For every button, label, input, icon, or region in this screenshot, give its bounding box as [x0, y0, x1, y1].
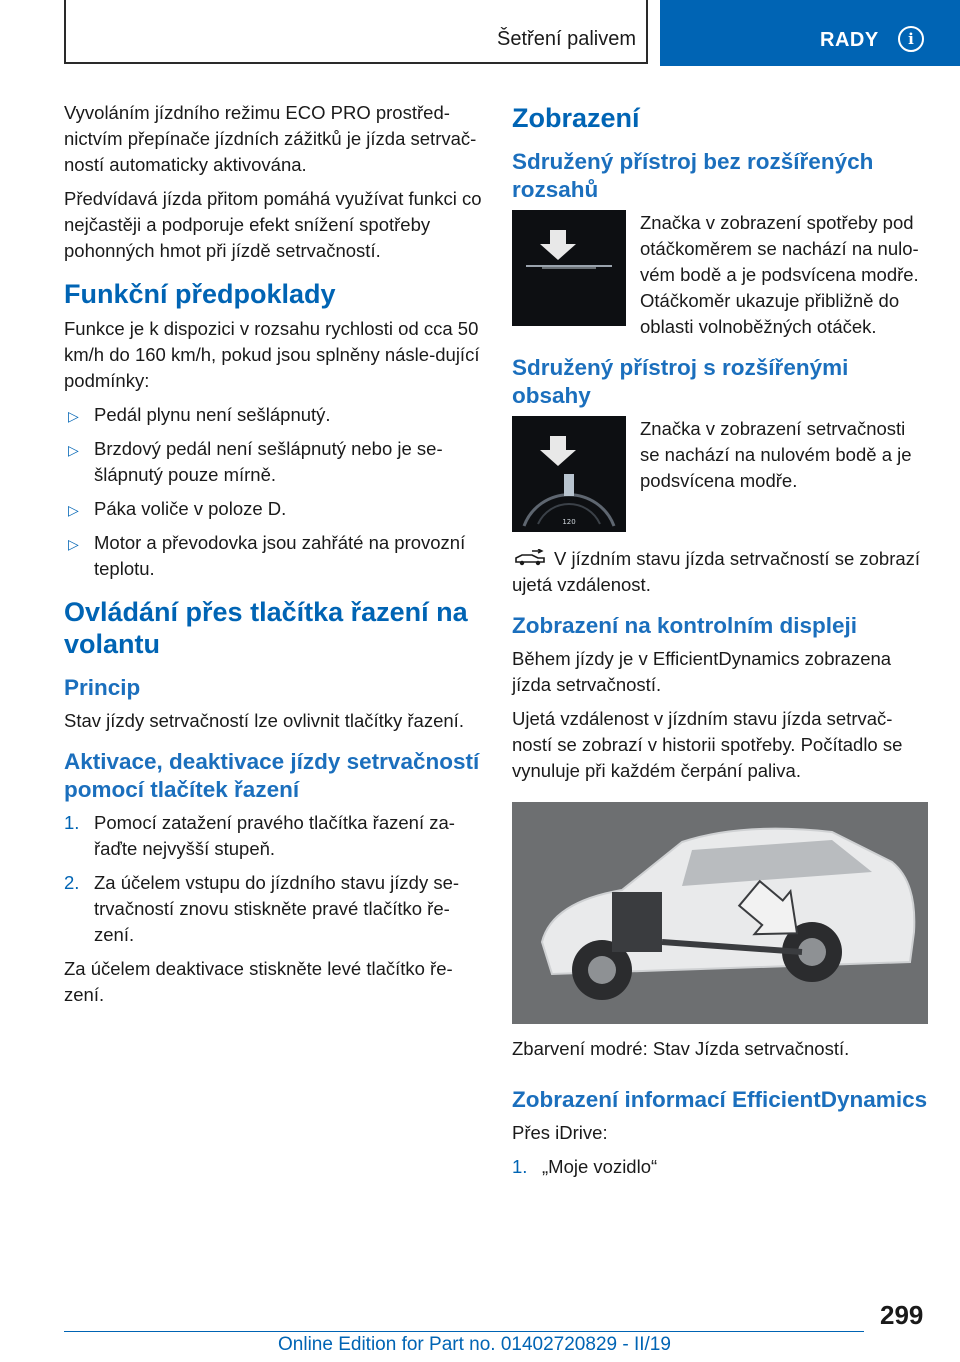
step-number: 2.: [64, 872, 80, 893]
intro-paragraph-2: Předvídavá jízda přitom pomáhá využívat funkci co nejčastěji a podporuje efekt snížení spotřeby pohonných hmot při jízdě setrvačností.: [64, 188, 482, 261]
s-paragraph: Značka v zobrazení setrvačnosti se nachází na nulovém bodě a je podsvícena modře.: [640, 418, 912, 491]
heading-ovladani: Ovládání přes tlačítka řazení na volantu: [64, 597, 468, 659]
heading-informaci: Zobrazení informací EfficientDynamics: [512, 1087, 928, 1112]
info-icon[interactable]: i: [898, 26, 924, 52]
zero-line-graphic: [512, 210, 626, 326]
bez-paragraph: Značka v zobrazení spotřeby pod otáčkoměrem se nachází na nulo-vém bodě a je podsvícena modře. Otáčkoměr ukazuje přibližně do oblasti volnoběžných otáček.: [640, 212, 919, 337]
left-column: [64, 100, 484, 1016]
gauge-graphic: [512, 416, 626, 532]
heading-princip: Princip: [64, 675, 141, 700]
conditions-list: [64, 402, 484, 582]
bullet-triangle-icon: ▷: [68, 502, 79, 518]
gauge-label: 120: [562, 518, 576, 526]
heading-s-rozsirenymi: Sdružený přístroj s rozšířenými obsahy: [512, 355, 849, 408]
kontrolni-paragraph-2: Ujetá vzdálenost v jízdním stavu jízda setrvač-ností se zobrazí v historii spotřeby. Počítadlo se vynuluje při každém čerpání paliva.: [512, 708, 903, 781]
footer-edition: Online Edition for Part no. 01402720829 - II/19: [278, 1334, 671, 1355]
car-illustration: [512, 802, 928, 1024]
deaktivace-paragraph: Za účelem deaktivace stiskněte levé tlačítko ře-zení.: [64, 958, 453, 1005]
heading-funkcni-predpoklady: Funkční předpoklady: [64, 279, 336, 309]
step-number: 1.: [64, 812, 80, 833]
list-item: ▷ Motor a převodovka jsou zahřáté na provozní teplotu.: [68, 532, 466, 579]
figure-caption: Zbarvení modré: Stav Jízda setrvačností.: [512, 1038, 850, 1059]
funkcni-paragraph: Funkce je k dispozici v rozsahu rychlosti od cca 50 km/h do 160 km/h, pokud jsou splněny násle-dující podmínky:: [64, 318, 480, 391]
heading-kontrolni-displej: Zobrazení na kontrolním displeji: [512, 613, 858, 638]
bullet-triangle-icon: ▷: [68, 408, 79, 424]
idrive-steps: [512, 1154, 928, 1180]
kontrolni-paragraph-1: Během jízdy je v EfficientDynamics zobrazena jízda setrvačností.: [512, 648, 892, 695]
figure-row-bez: [512, 210, 928, 340]
gauge-image: [512, 416, 626, 532]
heading-zobrazeni: Zobrazení: [512, 103, 640, 133]
right-column: [512, 100, 928, 1188]
tab-rady[interactable]: [660, 0, 960, 66]
step-item: 1. Pomocí zatažení pravého tlačítka řazení za-řaďte nejvyšší stupeň.: [64, 812, 455, 859]
section-title: Šetření palivem: [497, 28, 636, 50]
intro-paragraph-1: Vyvoláním jízdního režimu ECO PRO prostřed-nictvím přepínače jízdních zážitků je jízda setrvač-ností automaticky aktivována.: [64, 102, 477, 175]
princip-paragraph: Stav jízdy setrvačností lze ovlivnit tlačítky řazení.: [64, 710, 464, 731]
car-note-paragraph: V jízdním stavu jízda setrvačností se zobrazí ujetá vzdálenost.: [512, 548, 921, 595]
step-item: 2. Za účelem vstupu do jízdního stavu jízdy se-trvačností znovu stiskněte pravé tlačítko ře-zení.: [64, 872, 460, 945]
page-number: 299: [880, 1300, 924, 1330]
list-item: ▷ Brzdový pedál není sešlápnutý nebo je se-šlápnutý pouze mírně.: [68, 438, 443, 485]
bullet-triangle-icon: ▷: [68, 442, 79, 458]
bullet-triangle-icon: ▷: [68, 536, 79, 552]
step-item: 1. „Moje vozidlo“: [512, 1154, 928, 1180]
step-number: 1.: [512, 1156, 528, 1177]
list-item: ▷ Páka voliče v poloze D.: [64, 496, 484, 522]
activation-steps: [64, 810, 484, 948]
car-drivetrain-image: [512, 802, 928, 1024]
list-item: ▷ Pedál plynu není sešlápnutý.: [64, 402, 484, 428]
figure-row-s: [512, 416, 928, 532]
informaci-paragraph: Přes iDrive:: [512, 1122, 608, 1143]
heading-aktivace: Aktivace, deaktivace jízdy setrvačností pomocí tlačítek řazení: [64, 749, 480, 802]
coasting-car-icon: [512, 549, 548, 567]
tab-rady-label: RADY: [820, 29, 879, 51]
footer-divider: [64, 1331, 864, 1332]
instrument-cluster-image: [512, 210, 626, 326]
heading-bez-rozsirenych: Sdružený přístroj bez rozšířených rozsahů: [512, 149, 874, 202]
